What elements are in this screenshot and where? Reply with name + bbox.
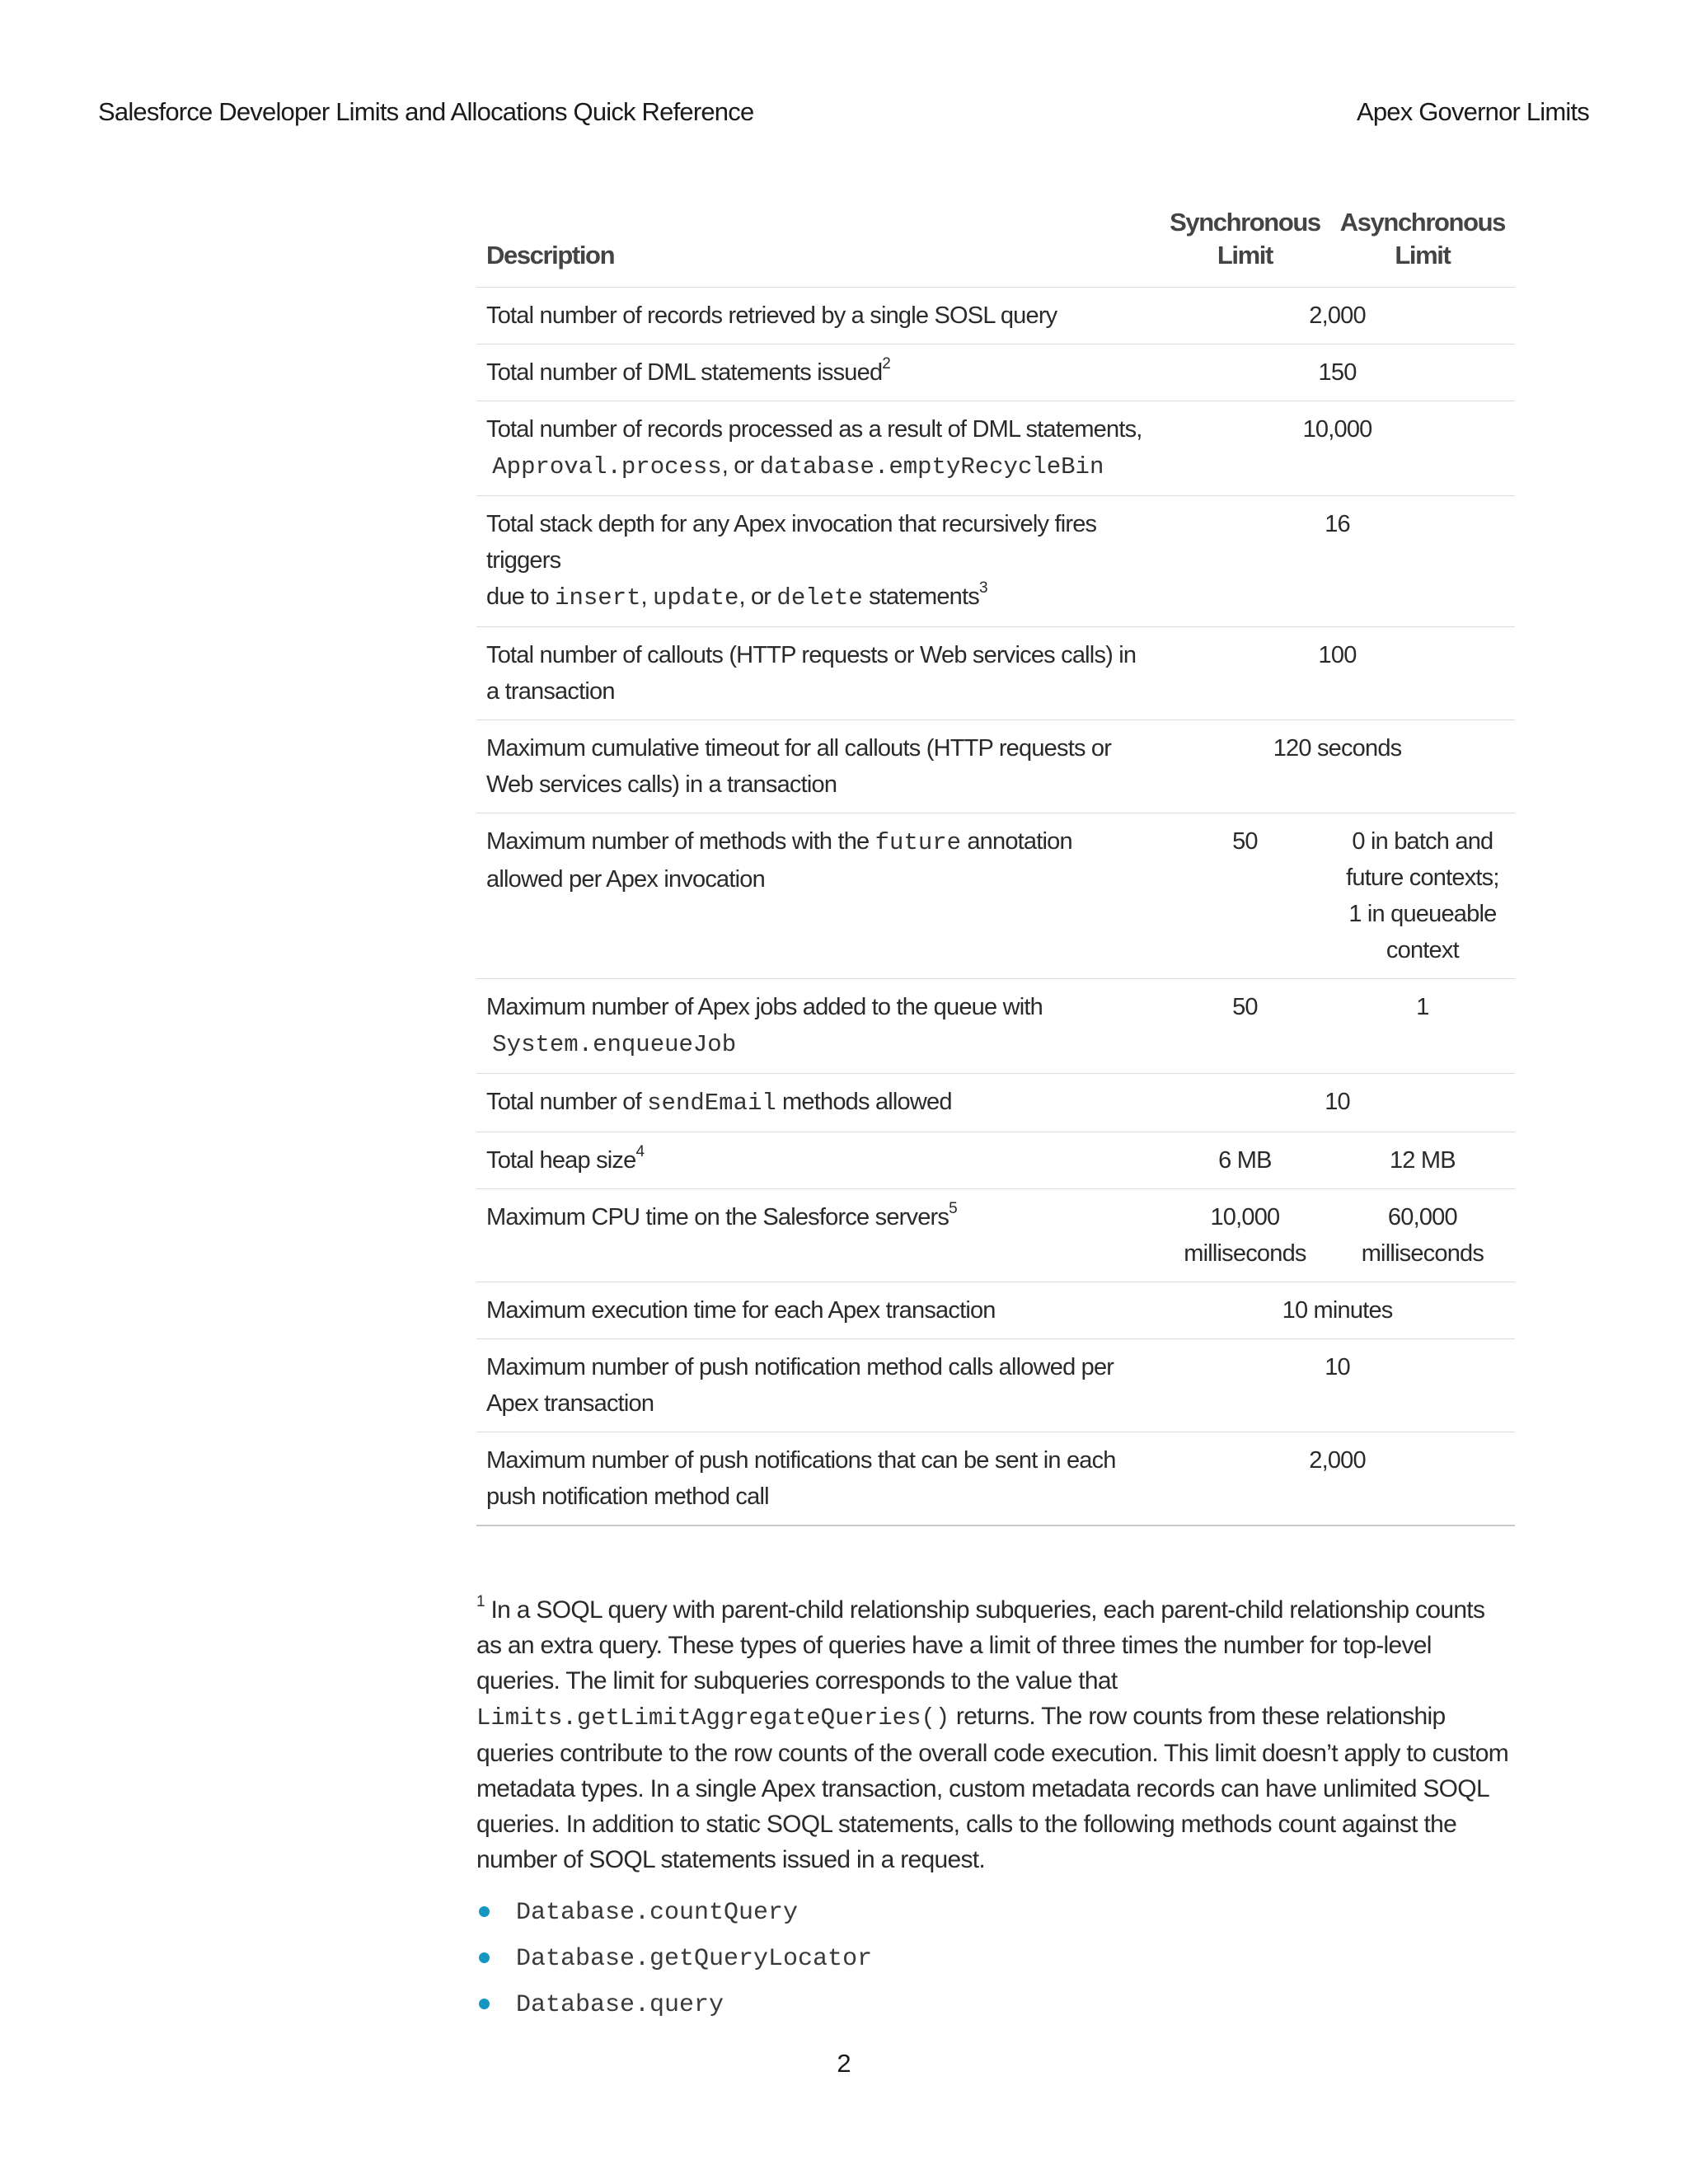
row-asynchronous-limit: 0 in batch and future contexts; 1 in queueable context bbox=[1330, 813, 1515, 979]
description-text: , or bbox=[738, 583, 777, 610]
footnote-body: In a SOQL query with parent-child relationship subqueries, each parent-child relationship counts as an extra query. These types of queries have a limit of three times the number for top-level queries. The limit for subqueries corresponds to the value that bbox=[476, 1596, 1485, 1694]
code-text: Limits.getLimitAggregateQueries() bbox=[476, 1704, 950, 1732]
code-text: System.enqueueJob bbox=[492, 1031, 737, 1058]
table-row bbox=[476, 1282, 1515, 1339]
table-row bbox=[476, 1189, 1515, 1282]
bullet-icon bbox=[479, 1906, 490, 1917]
method-name: Database.countQuery bbox=[516, 1899, 799, 1927]
row-description bbox=[476, 813, 1160, 979]
footnote-ref: 2 bbox=[882, 355, 891, 373]
footnote-ref: 3 bbox=[978, 579, 987, 597]
row-description bbox=[476, 1074, 1160, 1132]
footnote-body: returns. The row counts from these relationship queries contribute to the row counts of the overall code execution. This limit doesn’t apply to custom metadata types. In a single Apex transaction, custom metadata records can have unlimited SOQL queries. In addition to static SOQL statements, calls to the following methods count against the number of SOQL statements issued in a request. bbox=[476, 1703, 1509, 1873]
code-text: database.emptyRecycleBin bbox=[759, 453, 1104, 480]
row-description bbox=[476, 1189, 1160, 1282]
code-text: future bbox=[874, 829, 962, 856]
row-shared-limit: 10 bbox=[1160, 1074, 1515, 1132]
footnote-number: 1 bbox=[476, 1593, 485, 1610]
row-synchronous-limit: 50 bbox=[1160, 979, 1330, 1074]
list-item bbox=[476, 1889, 1515, 1935]
method-name: Database.query bbox=[516, 1991, 724, 2019]
row-shared-limit: 100 bbox=[1160, 627, 1515, 720]
table-row bbox=[476, 1339, 1515, 1432]
description-text: Maximum number of Apex jobs added to the queue with bbox=[486, 994, 1043, 1020]
description-text: Maximum CPU time on the Salesforce servers bbox=[486, 1204, 950, 1230]
description-column-header: Description bbox=[476, 190, 1160, 288]
asynchronous-limit-column-header bbox=[1330, 190, 1515, 288]
description-text: , or bbox=[721, 452, 760, 479]
row-description bbox=[476, 1132, 1160, 1189]
table-row bbox=[476, 627, 1515, 720]
row-synchronous-limit: 50 bbox=[1160, 813, 1330, 979]
footnote-ref: 5 bbox=[949, 1200, 957, 1217]
description-text: , bbox=[640, 583, 654, 610]
method-name: Database.getQueryLocator bbox=[516, 1945, 873, 1973]
table-header-row bbox=[476, 190, 1515, 288]
bullet-icon bbox=[479, 1999, 490, 2009]
row-shared-limit: 150 bbox=[1160, 344, 1515, 401]
header-text: Asynchronous bbox=[1339, 208, 1505, 237]
bullet-icon bbox=[479, 1952, 490, 1963]
table-row bbox=[476, 813, 1515, 979]
list-item bbox=[476, 1981, 1515, 2027]
row-description: Maximum number of push notification method calls allowed per Apex transaction bbox=[476, 1339, 1160, 1432]
row-description bbox=[476, 496, 1160, 627]
row-description bbox=[476, 979, 1160, 1074]
apex-limits-table bbox=[476, 190, 1515, 1526]
footnote bbox=[476, 1592, 1515, 2027]
table-row bbox=[476, 979, 1515, 1074]
header-text: Limit bbox=[1395, 241, 1451, 269]
method-list bbox=[476, 1889, 1515, 2027]
list-item bbox=[476, 1935, 1515, 1981]
row-asynchronous-limit: 12 MB bbox=[1330, 1132, 1515, 1189]
table-row bbox=[476, 1074, 1515, 1132]
row-shared-limit: 16 bbox=[1160, 496, 1515, 627]
code-text: insert bbox=[555, 584, 641, 612]
main-content bbox=[476, 190, 1515, 2027]
code-text: delete bbox=[776, 584, 863, 612]
document-title: Salesforce Developer Limits and Allocations Quick Reference bbox=[98, 97, 754, 126]
table-row bbox=[476, 720, 1515, 813]
table-row bbox=[476, 288, 1515, 344]
description-text: annotation allowed per Apex invocation bbox=[486, 828, 1072, 893]
row-asynchronous-limit: 1 bbox=[1330, 979, 1515, 1074]
table-row bbox=[476, 1132, 1515, 1189]
row-shared-limit: 10 bbox=[1160, 1339, 1515, 1432]
description-text: statements bbox=[862, 583, 979, 610]
row-description bbox=[476, 344, 1160, 401]
description-text: Total number of bbox=[486, 1089, 648, 1115]
section-title: Apex Governor Limits bbox=[1356, 97, 1589, 126]
table-row bbox=[476, 344, 1515, 401]
row-description: Maximum execution time for each Apex transaction bbox=[476, 1282, 1160, 1339]
code-text: Approval.process bbox=[492, 453, 722, 480]
table-row bbox=[476, 401, 1515, 496]
table-row bbox=[476, 496, 1515, 627]
table-row bbox=[476, 1432, 1515, 1526]
row-description: Maximum cumulative timeout for all callouts (HTTP requests or Web services calls) in a transaction bbox=[476, 720, 1160, 813]
code-text: update bbox=[653, 584, 739, 612]
description-text: Total number of records processed as a result of DML statements, bbox=[486, 416, 1142, 443]
description-text: Total number of DML statements issued bbox=[486, 359, 883, 386]
row-description: Total number of callouts (HTTP requests or Web services calls) in a transaction bbox=[476, 627, 1160, 720]
row-shared-limit: 2,000 bbox=[1160, 1432, 1515, 1526]
description-text: due to bbox=[486, 583, 556, 610]
row-shared-limit: 10 minutes bbox=[1160, 1282, 1515, 1339]
row-synchronous-limit: 10,000 milliseconds bbox=[1160, 1189, 1330, 1282]
footnote-ref: 4 bbox=[635, 1143, 645, 1160]
row-description: Total number of records retrieved by a single SOSL query bbox=[476, 288, 1160, 344]
description-text: Maximum number of methods with the bbox=[486, 828, 875, 855]
description-text: Total stack depth for any Apex invocation that recursively fires triggers bbox=[486, 511, 1097, 574]
header-text: Limit bbox=[1217, 241, 1273, 269]
row-shared-limit: 120 seconds bbox=[1160, 720, 1515, 813]
code-text: sendEmail bbox=[647, 1090, 776, 1117]
page-number: 2 bbox=[837, 2049, 851, 2078]
description-text: Total heap size bbox=[486, 1147, 636, 1174]
footnote-text bbox=[476, 1592, 1515, 1877]
description-text: methods allowed bbox=[776, 1089, 952, 1115]
row-synchronous-limit: 6 MB bbox=[1160, 1132, 1330, 1189]
row-description bbox=[476, 401, 1160, 496]
row-description: Maximum number of push notifications that can be sent in each push notification method call bbox=[476, 1432, 1160, 1526]
synchronous-limit-column-header bbox=[1160, 190, 1330, 288]
row-shared-limit: 2,000 bbox=[1160, 288, 1515, 344]
row-asynchronous-limit: 60,000 milliseconds bbox=[1330, 1189, 1515, 1282]
row-shared-limit: 10,000 bbox=[1160, 401, 1515, 496]
header-text: Synchronous bbox=[1170, 208, 1320, 237]
